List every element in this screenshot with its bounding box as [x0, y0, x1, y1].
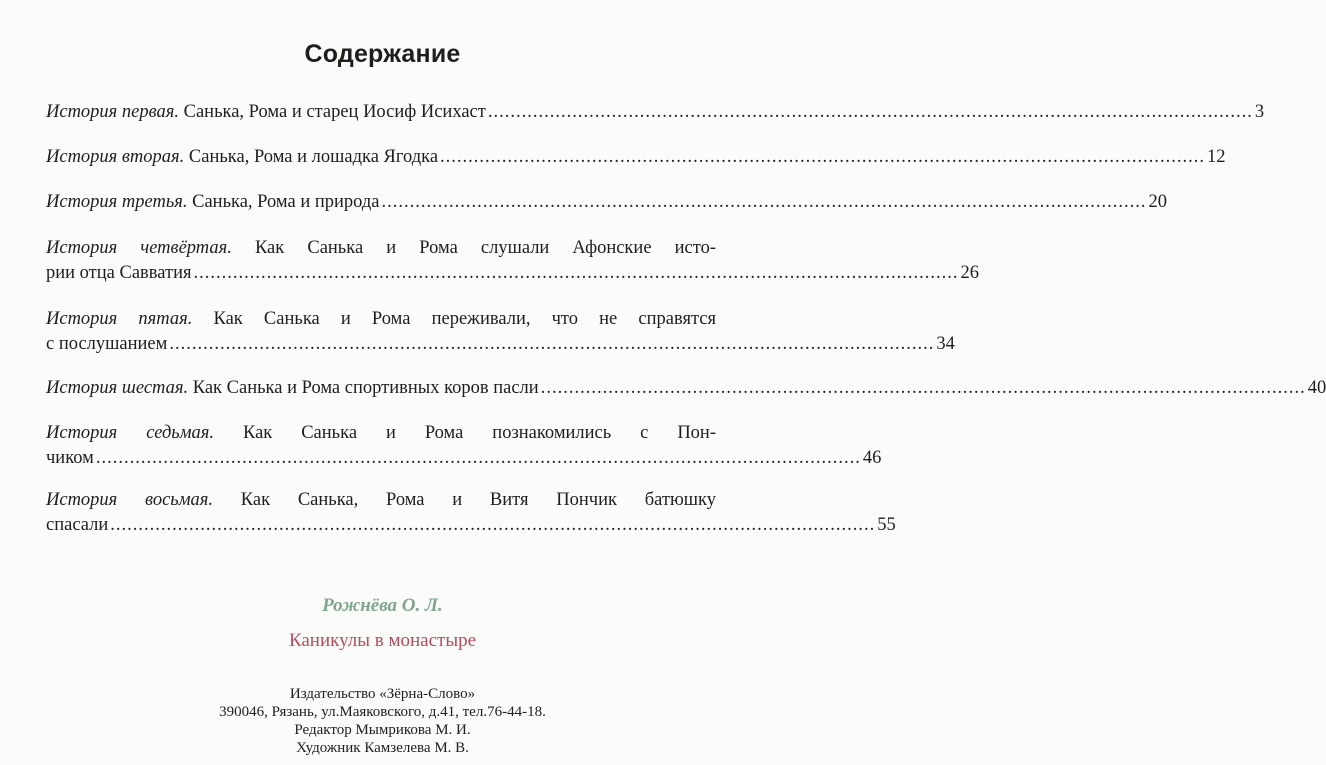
toc-entry-number: История седьмая. [46, 423, 215, 443]
toc-entry-title-cont: спасали [46, 515, 109, 535]
imprint [0, 685, 765, 757]
leader-dots: ........................................................................................................................................ [487, 102, 1253, 122]
toc-entry-number: История пятая. [46, 309, 193, 329]
toc-entry-title: Как Санька и Рома познакомились с Пон- [242, 423, 716, 443]
toc-entry-number: История первая. [46, 102, 179, 122]
leader-dots: ........................................................................................................................................ [440, 147, 1206, 167]
toc-entry-number: История третья. [46, 192, 188, 212]
toc-entry-page: 3 [1254, 102, 1265, 122]
toc-entry-number: История вторая. [46, 147, 185, 167]
toc-entry-page: 12 [1207, 147, 1226, 167]
leader-dots: ........................................................................................................................................ [193, 263, 959, 283]
toc-entry-title: Как Санька и Рома спортивных коров пасли [192, 378, 539, 398]
toc-entry [46, 421, 882, 471]
toc-entry-page: 40 [1307, 378, 1326, 398]
toc-entry [46, 190, 1167, 215]
toc-entry-title-cont: с послушанием [46, 334, 168, 354]
toc-entry-title: Санька, Рома и старец Иосиф Исихаст [183, 102, 486, 122]
leader-dots: ........................................................................................................................................ [95, 448, 861, 468]
toc-entry-title: Как Санька и Рома переживали, что не справятся [213, 309, 717, 329]
toc-entry-page: 20 [1148, 192, 1167, 212]
toc-entry [46, 488, 896, 538]
toc-entry [46, 100, 1265, 125]
artist-line: Художник Камзелева М. В. [296, 740, 469, 756]
toc-entry-page: 55 [877, 515, 896, 535]
leader-dots: ........................................................................................................................................ [110, 515, 876, 535]
book-title: Каникулы в монастыре [288, 630, 477, 651]
publisher-line: Издательство «Зёрна-Слово» [289, 686, 476, 702]
toc-entry-number: История восьмая. [46, 490, 213, 510]
toc-entry-title: Как Санька и Рома слушали Афонские исто- [254, 238, 716, 258]
leader-dots: ........................................................................................................................................ [169, 334, 935, 354]
toc-entry-title: Санька, Рома и природа [192, 192, 380, 212]
toc-entry-title-cont: рии отца Савватия [46, 263, 192, 283]
leader-dots: ........................................................................................................................................ [381, 192, 1147, 212]
editor-line: Редактор Мымрикова М. И. [294, 722, 471, 738]
toc-entry-title: Санька, Рома и лошадка Ягодка [188, 147, 439, 167]
toc-entry-number: История шестая. [46, 378, 189, 398]
contents-title: Содержание [304, 40, 461, 68]
leader-dots: ........................................................................................................................................ [540, 378, 1306, 398]
toc-entry [46, 145, 1226, 170]
toc-entry-title: Как Санька, Рома и Витя Пончик батюшку [240, 490, 717, 510]
toc-entry-page: 46 [862, 448, 882, 468]
toc-entry-page: 26 [960, 263, 980, 283]
toc-entry-title-cont: чиком [46, 448, 94, 468]
toc-entry [46, 236, 980, 286]
toc-entry-page: 34 [936, 334, 955, 354]
toc-entry [46, 307, 955, 357]
address-line: 390046, Рязань, ул.Маяковского, д.41, тел.76-44-18. [219, 704, 546, 720]
toc-entry [46, 376, 1326, 401]
toc-entry-number: История четвёртая. [46, 238, 232, 258]
author-name: Рожнёва О. Л. [322, 595, 443, 616]
